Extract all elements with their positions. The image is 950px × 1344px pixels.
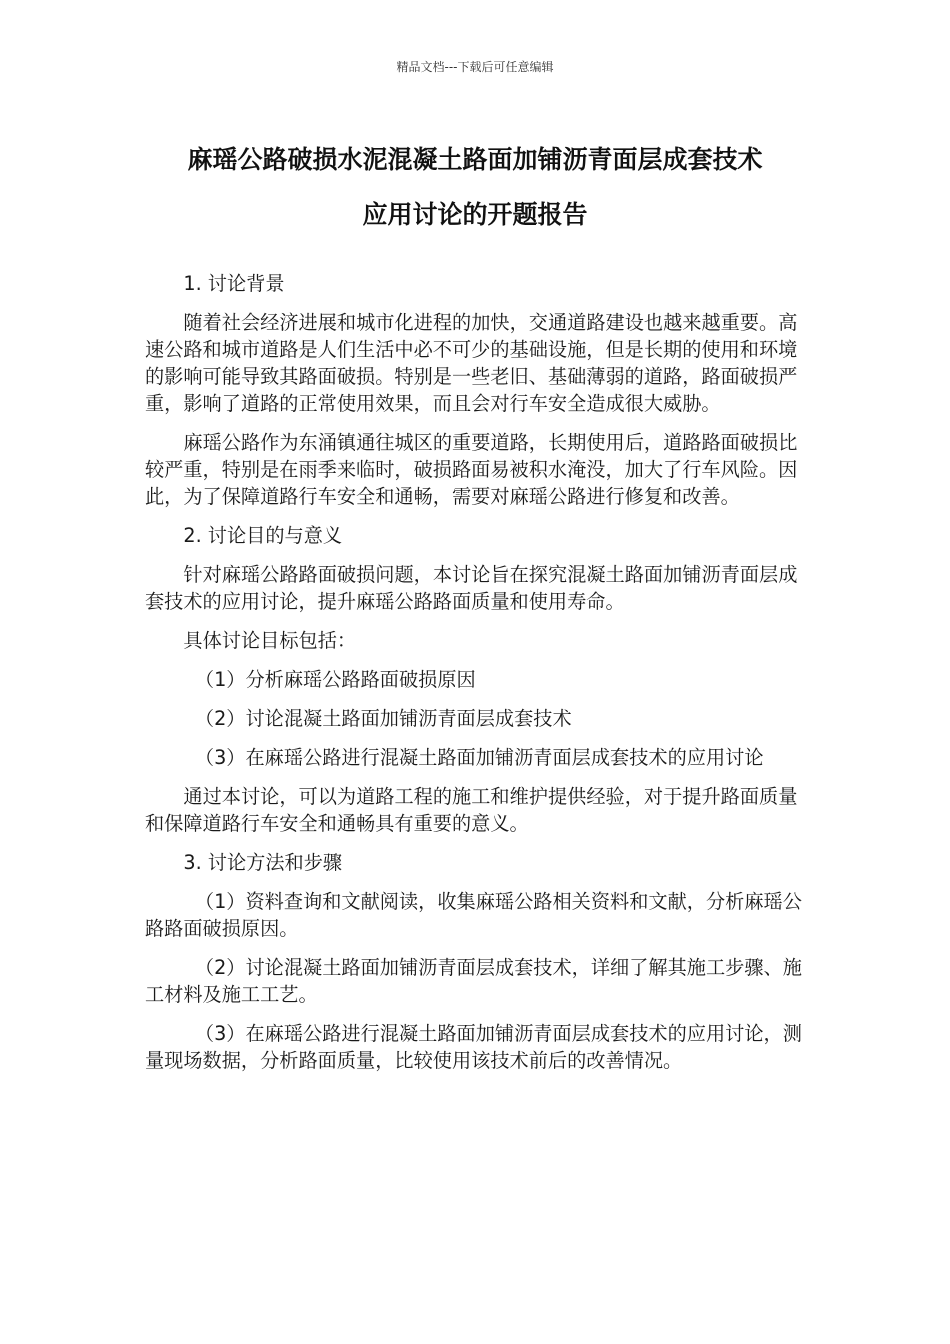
- section-3-item-2: （2）讨论混凝土路面加铺沥青面层成套技术，详细了解其施工步骤、施工材料及施工工艺。: [145, 956, 802, 1006]
- section-2-item-3: （3）在麻瑶公路进行混凝土路面加铺沥青面层成套技术的应用讨论: [194, 746, 764, 769]
- section-3-heading: 3. 讨论方法和步骤: [183, 851, 343, 874]
- section-2-item-1: （1）分析麻瑶公路路面破损原因: [194, 668, 476, 691]
- section-3-item-3: （3）在麻瑶公路进行混凝土路面加铺沥青面层成套技术的应用讨论，测量现场数据，分析路面质量，比较使用该技术前后的改善情况。: [145, 1022, 802, 1072]
- section-1-paragraph-2: 麻瑶公路作为东涌镇通往城区的重要道路，长期使用后，道路路面破损比较严重，特别是在雨季来临时，破损路面易被积水淹没，加大了行车风险。因此，为了保障道路行车安全和通畅，需要对麻瑶公路进行修复和改善。: [145, 431, 798, 508]
- section-3-item-1: （1）资料查询和文献阅读，收集麻瑶公路相关资料和文献，分析麻瑶公路路面破损原因。: [145, 890, 802, 940]
- document-title-line-2: 应用讨论的开题报告: [362, 200, 588, 229]
- section-2-paragraph-1: 针对麻瑶公路路面破损问题，本讨论旨在探究混凝土路面加铺沥青面层成套技术的应用讨论，提升麻瑶公路路面质量和使用寿命。: [145, 563, 798, 613]
- section-2-heading: 2. 讨论目的与意义: [183, 524, 343, 547]
- header-note: 精品文档---下载后可任意编辑: [396, 60, 554, 74]
- section-2-paragraph-3: 通过本讨论，可以为道路工程的施工和维护提供经验，对于提升路面质量和保障道路行车安全和通畅具有重要的意义。: [145, 785, 798, 835]
- document-body: [145, 270, 810, 1086]
- section-1-heading: 1. 讨论背景: [183, 272, 285, 295]
- section-1-paragraph-1: 随着社会经济进展和城市化进程的加快，交通道路建设也越来越重要。高速公路和城市道路是人们生活中必不可少的基础设施，但是长期的使用和环境的影响可能导致其路面破损。特别是一些老旧、基础薄弱的道路，路面破损严重，影响了道路的正常使用效果，而且会对行车安全造成很大威胁。: [145, 311, 798, 415]
- section-2-item-2: （2）讨论混凝土路面加铺沥青面层成套技术: [194, 707, 572, 730]
- document-title-line-1: 麻瑶公路破损水泥混凝土路面加铺沥青面层成套技术: [187, 145, 763, 174]
- section-2-paragraph-2: 具体讨论目标包括：: [183, 629, 357, 652]
